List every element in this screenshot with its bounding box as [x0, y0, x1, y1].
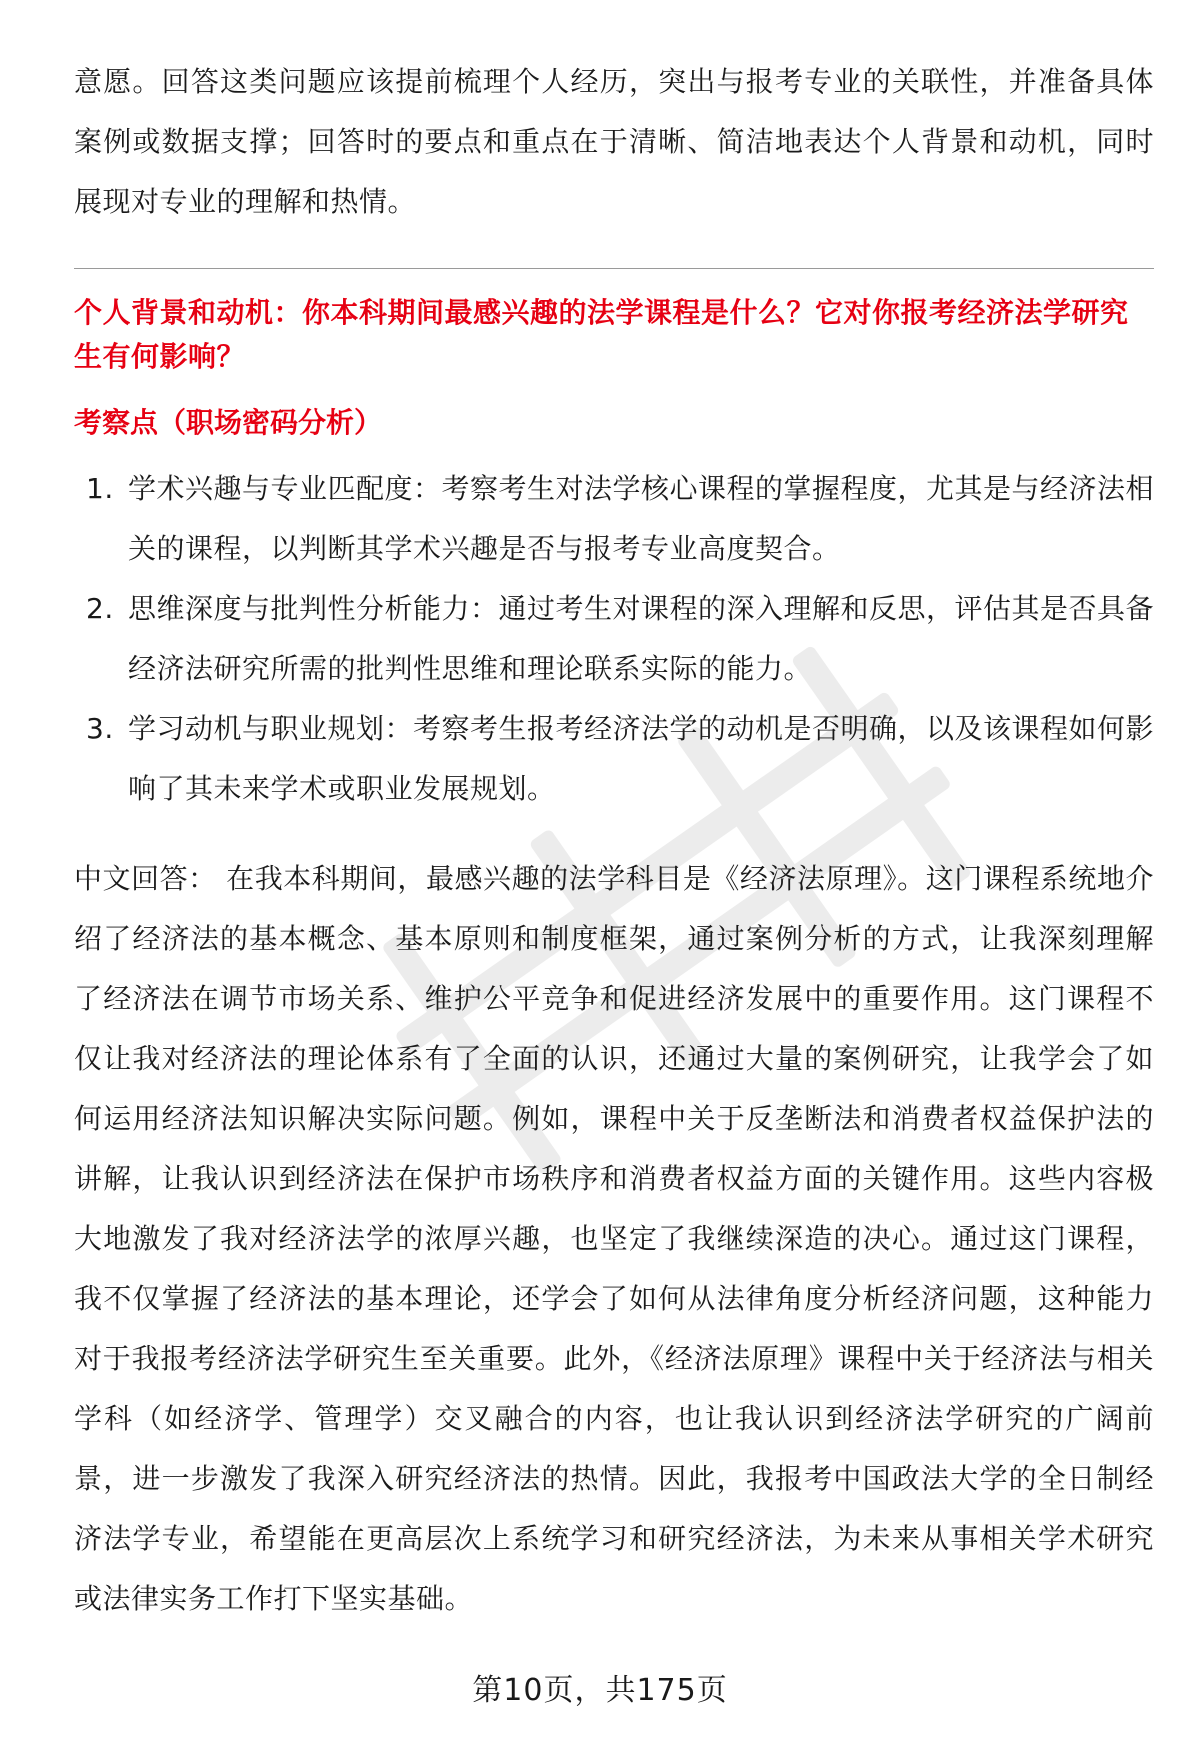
list-item-number: 3.	[86, 712, 114, 745]
intro-paragraph: 意愿。回答这类问题应该提前梳理个人经历，突出与报考专业的关联性，并准备具体案例或数据支撑；回答时的要点和重点在于清晰、简洁地表达个人背景和动机，同时展现对专业的理解和热情。	[74, 65, 1154, 218]
page-number-footer: 第10页，共175页	[472, 1673, 728, 1708]
list-item-text: 学术兴趣与专业匹配度：考察考生对法学核心课程的掌握程度，尤其是与经济法相关的课程，以判断其学术兴趣是否与报考专业高度契合。	[128, 472, 1155, 565]
assessment-subheading: 考察点（职场密码分析）	[74, 406, 383, 439]
list-item	[74, 579, 1154, 699]
section-divider	[74, 268, 1154, 269]
question-heading: 个人背景和动机：你本科期间最感兴趣的法学课程是什么？它对你报考经济法学研究生有何影响？	[74, 296, 1129, 373]
list-item-number: 1.	[86, 472, 114, 505]
list-item-number: 2.	[86, 592, 114, 625]
list-item	[74, 699, 1154, 819]
list-item-text: 思维深度与批判性分析能力：通过考生对课程的深入理解和反思，评估其是否具备经济法研究所需的批判性思维和理论联系实际的能力。	[128, 592, 1155, 685]
answer-paragraph: 中文回答： 在我本科期间，最感兴趣的法学科目是《经济法原理》。这门课程系统地介绍了经济法的基本概念、基本原则和制度框架，通过案例分析的方式，让我深刻理解了经济法在调节市场关系、维护公平竞争和促进经济发展中的重要作用。这门课程不仅让我对经济法的理论体系有了全面的认识，还通过大量的案例研究，让我学会了如何运用经济法知识解决实际问题。例如，课程中关于反垄断法和消费者权益保护法的讲解，让我认识到经济法在保护市场秩序和消费者权益方面的关键作用。这些内容极大地激发了我对经济法学的浓厚兴趣，也坚定了我继续深造的决心。通过这门课程，我不仅掌握了经济法的基本理论，还学会了如何从法律角度分析经济问题，这种能力对于我报考经济法学研究生至关重要。此外，《经济法原理》课程中关于经济法与相关学科（如经济学、管理学）交叉融合的内容，也让我认识到经济法学研究的广阔前景，进一步激发了我深入研究经济法的热情。因此，我报考中国政法大学的全日制经济法学专业，希望能在更高层次上系统学习和研究经济法，为未来从事相关学术研究或法律实务工作打下坚实基础。	[74, 862, 1154, 1615]
list-item-text: 学习动机与职业规划：考察考生报考经济法学的动机是否明确，以及该课程如何影响了其未来学术或职业发展规划。	[128, 712, 1155, 805]
main-content	[74, 52, 1154, 1629]
assessment-points-list	[74, 459, 1154, 819]
list-item	[74, 459, 1154, 579]
